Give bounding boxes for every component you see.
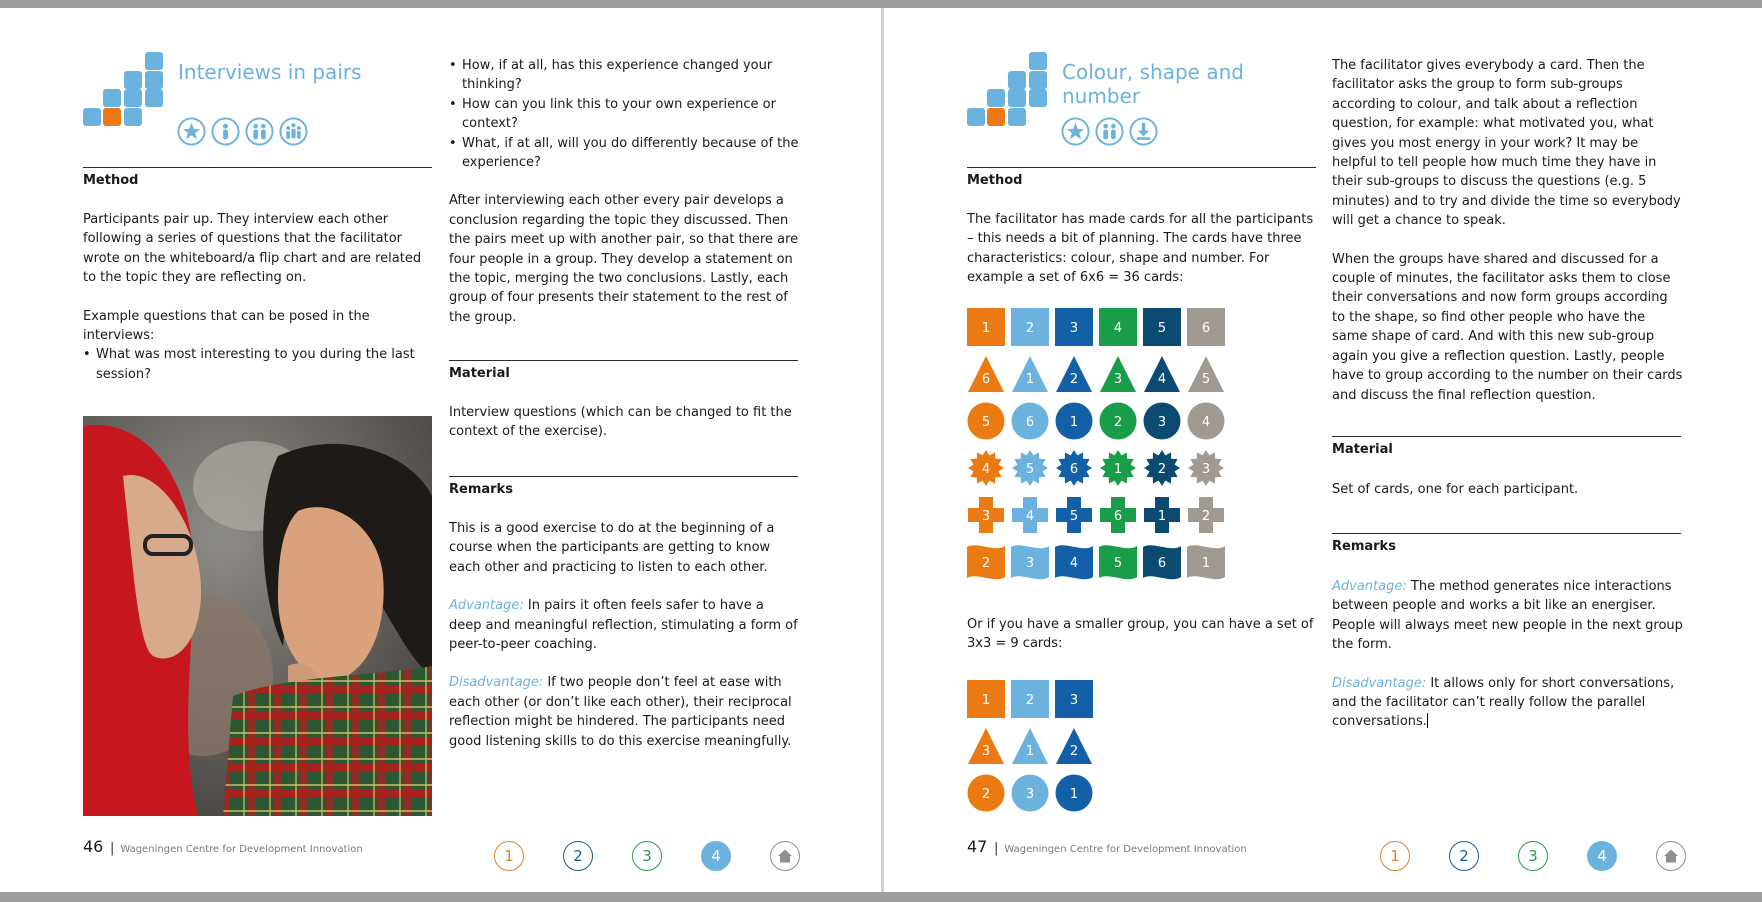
group-icon [279, 117, 308, 146]
card-triangle-orange-3 [967, 727, 1005, 765]
svg-text:4: 4 [981, 462, 991, 477]
card-circle-blue-1 [1055, 774, 1093, 812]
svg-text:5: 5 [1069, 509, 1079, 524]
svg-text:2: 2 [1025, 693, 1035, 708]
svg-text:1: 1 [1201, 556, 1211, 571]
card-square-grey-6 [1187, 308, 1225, 346]
card-square-blue-3 [1055, 308, 1093, 346]
card-cross-grey-2 [1187, 496, 1225, 534]
footer-org-text: Wageningen Centre for Development Innovation [1004, 844, 1247, 855]
star-icon [177, 117, 206, 146]
disadvantage-paragraph [449, 673, 799, 751]
card-triangle-orange-6 [967, 355, 1005, 393]
method-heading: Method [967, 173, 1023, 188]
page-47 [884, 8, 1762, 892]
svg-text:3: 3 [1025, 787, 1035, 802]
advantage-paragraph [1332, 577, 1684, 655]
card-square-light-blue-2 [1011, 680, 1049, 718]
material-heading: Material [1332, 442, 1393, 457]
method-column-1 [967, 210, 1317, 307]
card-star-orange-4 [967, 449, 1005, 487]
card-set-6x6 [967, 308, 1229, 590]
card-wave-orange-2 [967, 543, 1005, 581]
remarks-paragraph-1: This is a good exercise to do at the beginning of a course when the participants are getting to know each other and practicing to listen to each other. [449, 521, 775, 575]
material-paragraph: Set of cards, one for each participant. [1332, 482, 1579, 497]
level-staircase-logo [967, 44, 1051, 126]
card-star-blue-6 [1055, 449, 1093, 487]
method-paragraph-3: The facilitator gives everybody a card. Then the facilitator asks the group to form sub-groups according to colour, and talk about a reflection question, for example: what motivated you, what gives you most energy in your work? It may be helpful to tell people how much time they have in their sub-groups to discuss the questions (e.g. 5 minutes) and to try and divide the time so everybody will get a chance to speak. [1332, 58, 1681, 229]
method-column-1 [83, 210, 433, 403]
card-triangle-grey-5 [1187, 355, 1225, 393]
home-icon [777, 848, 793, 864]
advantage-label: Advantage: [449, 598, 524, 614]
section-divider [1332, 533, 1681, 534]
nav-chapter-3[interactable]: 3 [632, 841, 662, 871]
photo-two-women-talking [83, 416, 432, 816]
card-circle-light-blue-3 [1011, 774, 1049, 812]
method-paragraph-3: After interviewing each other every pair develops a conclusion regarding the topic they discussed. Then the pairs meet up with another pair, so that there are four people in a group. They develop a statement on the topic, merging the two conclusions. Lastly, each group of four presents their statement to the rest of the group. [449, 193, 799, 325]
advantage-paragraph [449, 596, 799, 654]
card-star-grey-3 [1187, 449, 1225, 487]
svg-text:5: 5 [1157, 321, 1167, 336]
advantage-text: In pairs it often feels safer to have a deep and meaningful reflection, stimulating a form of peer-to-peer coaching. [449, 598, 798, 653]
card-triangle-dark-blue-4 [1143, 355, 1181, 393]
page-title [1062, 60, 1244, 108]
method-paragraph-1: The facilitator has made cards for all the participants – this needs a bit of planning. The cards have three characteristics: colour, shape and number. For example a set of 6x6 = 36 cards: [967, 212, 1314, 286]
method-tags [1061, 117, 1158, 146]
card-circle-orange-2 [967, 774, 1005, 812]
svg-text:3: 3 [1025, 556, 1035, 571]
level-staircase-logo [83, 44, 167, 126]
svg-text:1: 1 [981, 693, 991, 708]
list-item: • What was most interesting to you during the last session? [83, 345, 433, 384]
download-icon [1129, 117, 1158, 146]
card-square-blue-3 [1055, 680, 1093, 718]
svg-text:4: 4 [1157, 372, 1167, 387]
card-triangle-blue-2 [1055, 355, 1093, 393]
card-wave-blue-4 [1055, 543, 1093, 581]
card-triangle-light-blue-1 [1011, 727, 1049, 765]
card-star-dark-blue-2 [1143, 449, 1181, 487]
page-title-line-1: Colour, shape and [1062, 60, 1244, 84]
section-divider [1332, 436, 1681, 437]
svg-text:3: 3 [1157, 415, 1167, 430]
card-cross-dark-blue-1 [1143, 496, 1181, 534]
svg-text:3: 3 [1113, 372, 1123, 387]
material-paragraph: Interview questions (which can be changed to fit the context of the exercise). [449, 405, 792, 440]
card-square-orange-1 [967, 308, 1005, 346]
method-column-2 [1332, 56, 1684, 424]
remarks-text [1332, 577, 1684, 751]
card-square-dark-blue-5 [1143, 308, 1181, 346]
svg-text:2: 2 [1157, 462, 1167, 477]
card-triangle-light-blue-1 [1011, 355, 1049, 393]
svg-text:2: 2 [1113, 415, 1123, 430]
svg-text:5: 5 [1025, 462, 1035, 477]
card-circle-orange-5 [967, 402, 1005, 440]
card-wave-green-5 [1099, 543, 1137, 581]
svg-text:1: 1 [1069, 415, 1079, 430]
method-paragraph-4: When the groups have shared and discussed for a couple of minutes, the facilitator asks them to close their conversations and now form groups according to the shape, so find other people who have the same shape of card. And with this new sub-group again you give a reflection question. Lastly, people have to group according to the number on their cards and discuss the final reflection question. [1332, 251, 1683, 403]
disadvantage-label: Disadvantage: [449, 675, 544, 691]
svg-text:3: 3 [1069, 321, 1079, 336]
card-square-orange-1 [967, 680, 1005, 718]
chapter-nav [494, 841, 800, 871]
svg-text:1: 1 [1157, 509, 1167, 524]
nav-chapter-3[interactable]: 3 [1518, 841, 1548, 871]
svg-text:6: 6 [1025, 415, 1035, 430]
list-item: • How, if at all, has this experience changed your thinking? [449, 56, 799, 95]
disadvantage-text: If two people don’t feel at ease with each other (or don’t like each other), their reciprocal reflection might be hindered. The participants need good listening skills to do this exercise meaningfully. [449, 675, 792, 749]
material-text [449, 403, 799, 461]
advantage-text: The method generates nice interactions between people and works a bit like an energiser. People will always meet new people in the next group the form. [1332, 579, 1683, 653]
svg-text:3: 3 [981, 509, 991, 524]
svg-text:1: 1 [1025, 744, 1035, 759]
nav-chapter-1[interactable]: 1 [1380, 841, 1410, 871]
material-heading: Material [449, 366, 510, 381]
section-divider [449, 476, 798, 477]
section-divider [449, 360, 798, 361]
card-cross-orange-3 [967, 496, 1005, 534]
nav-chapter-1[interactable]: 1 [494, 841, 524, 871]
svg-text:2: 2 [981, 556, 991, 571]
svg-text:2: 2 [1069, 744, 1079, 759]
remarks-heading: Remarks [449, 482, 513, 497]
star-icon [1061, 117, 1090, 146]
remarks-heading: Remarks [1332, 539, 1396, 554]
svg-text:4: 4 [1069, 556, 1079, 571]
card-wave-dark-blue-6 [1143, 543, 1181, 581]
page-number: 46 [83, 837, 104, 856]
svg-text:2: 2 [1025, 321, 1035, 336]
card-triangle-green-3 [1099, 355, 1137, 393]
question-list-2 [449, 56, 799, 172]
card-cross-green-6 [1099, 496, 1137, 534]
card-square-green-4 [1099, 308, 1137, 346]
page-number: 47 [967, 837, 988, 856]
card-square-light-blue-2 [1011, 308, 1049, 346]
card-set-3x3 [967, 680, 1097, 814]
method-tags [177, 117, 308, 146]
page-46 [0, 8, 881, 892]
disadvantage-text: It allows only for short conversations, and the facilitator can’t really follow the parallel conversations. [1332, 675, 1675, 730]
page-title-line-2: number [1062, 84, 1141, 108]
method-paragraph-2: Example questions that can be posed in the interviews: [83, 308, 370, 344]
svg-text:1: 1 [1025, 372, 1035, 387]
home-icon [1663, 848, 1679, 864]
svg-text:5: 5 [1201, 372, 1211, 387]
svg-text:6: 6 [1201, 321, 1211, 336]
card-wave-light-blue-3 [1011, 543, 1049, 581]
card-circle-light-blue-6 [1011, 402, 1049, 440]
book-spread [0, 8, 1762, 892]
footer-org: | Wageningen Centre for Development Innovation [110, 841, 363, 856]
method-paragraph-2: Or if you have a smaller group, you can have a set of 3x3 = 9 cards: [967, 617, 1314, 652]
card-circle-dark-blue-3 [1143, 402, 1181, 440]
nav-chapter-2[interactable]: 2 [563, 841, 593, 871]
svg-text:2: 2 [981, 787, 991, 802]
svg-text:2: 2 [1069, 372, 1079, 387]
question-list-1 [83, 345, 433, 384]
card-cross-blue-5 [1055, 496, 1093, 534]
svg-text:3: 3 [1069, 693, 1079, 708]
nav-home-button[interactable] [770, 841, 800, 871]
page-title: Interviews in pairs [178, 60, 362, 84]
card-triangle-blue-2 [1055, 727, 1093, 765]
method-heading: Method [83, 173, 139, 188]
footer-org: | Wageningen Centre for Development Innovation [994, 841, 1247, 856]
svg-text:1: 1 [1113, 462, 1123, 477]
card-star-green-1 [1099, 449, 1137, 487]
nav-chapter-4[interactable]: 4 [701, 841, 731, 871]
footer-org-text: Wageningen Centre for Development Innovation [120, 844, 363, 855]
text-cursor [1427, 713, 1428, 728]
pair-icon [245, 117, 274, 146]
disadvantage-paragraph [1332, 674, 1684, 732]
advantage-label: Advantage: [1332, 579, 1407, 594]
svg-text:6: 6 [981, 372, 991, 387]
nav-chapter-4[interactable]: 4 [1587, 841, 1617, 871]
chapter-nav [1380, 841, 1686, 871]
section-divider [83, 167, 432, 168]
card-circle-green-2 [1099, 402, 1137, 440]
svg-text:4: 4 [1113, 321, 1123, 336]
svg-text:6: 6 [1157, 556, 1167, 571]
pair-icon [1095, 117, 1124, 146]
card-wave-grey-1 [1187, 543, 1225, 581]
svg-text:3: 3 [981, 744, 991, 759]
svg-text:6: 6 [1113, 509, 1123, 524]
section-divider [967, 167, 1316, 168]
card-star-light-blue-5 [1011, 449, 1049, 487]
svg-text:2: 2 [1201, 509, 1211, 524]
list-item: • How can you link this to your own experience or context? [449, 95, 799, 134]
person-icon [211, 117, 240, 146]
method-paragraph-1: Participants pair up. They interview each other following a series of questions that the facilitator wrote on the whiteboard/a flip chart and are related to the topic they are reflecting on. [83, 212, 422, 286]
svg-text:5: 5 [981, 415, 991, 430]
method-paragraph-2-wrap [967, 615, 1317, 673]
nav-home-button[interactable] [1656, 841, 1686, 871]
card-cross-light-blue-4 [1011, 496, 1049, 534]
svg-text:3: 3 [1201, 462, 1211, 477]
disadvantage-label: Disadvantage: [1332, 675, 1427, 691]
remarks-text [449, 519, 799, 770]
svg-text:4: 4 [1201, 415, 1211, 430]
card-circle-grey-4 [1187, 402, 1225, 440]
method-column-2 [449, 56, 799, 346]
svg-text:4: 4 [1025, 509, 1035, 524]
svg-text:1: 1 [1069, 787, 1079, 802]
material-text [1332, 480, 1684, 518]
list-item: • What, if at all, will you do differently because of the experience? [449, 134, 799, 173]
svg-text:5: 5 [1113, 556, 1123, 571]
card-circle-blue-1 [1055, 402, 1093, 440]
svg-text:1: 1 [981, 321, 991, 336]
nav-chapter-2[interactable]: 2 [1449, 841, 1479, 871]
svg-text:6: 6 [1069, 462, 1079, 477]
